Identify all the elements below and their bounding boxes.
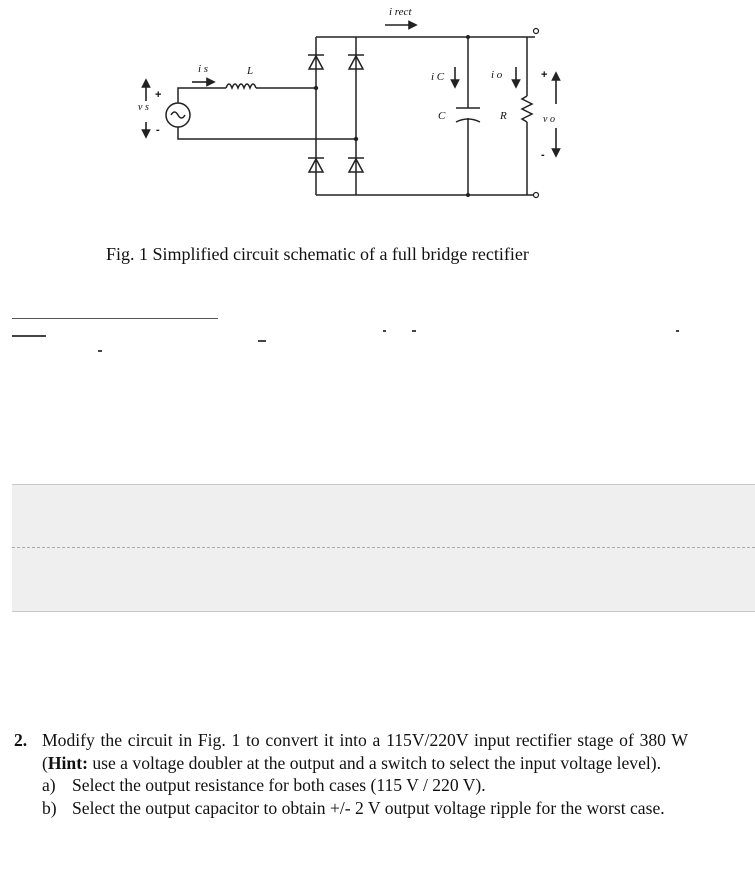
inductor-symbol xyxy=(226,84,256,88)
v-s-label: v s xyxy=(138,102,149,113)
item-a-label: a) xyxy=(42,775,56,796)
cropped-text-remnant xyxy=(0,330,755,356)
item-b-text: Select the output capacitor to obtain +/- 2 V output voltage ripple for the worst case. xyxy=(72,797,665,818)
i-s-label: i s xyxy=(198,63,209,75)
figure-caption: Fig. 1 Simplified circuit schematic of a full bridge rectifier xyxy=(106,244,529,264)
output-terminal-bottom xyxy=(534,193,539,198)
inductor-label: L xyxy=(247,65,254,77)
answer-area[interactable] xyxy=(12,484,755,612)
capacitor-label: C xyxy=(438,110,446,122)
item-a-text: Select the output resistance for both cases (115 V / 220 V). xyxy=(72,775,486,796)
question-2 xyxy=(14,729,688,819)
i-o-label: i o xyxy=(491,69,503,81)
i-rect-label: i rect xyxy=(389,6,412,18)
question-item-b xyxy=(14,797,688,820)
v-o-minus-sign: - xyxy=(541,149,545,161)
question-number: 2. xyxy=(14,730,28,750)
hint-label: Hint: xyxy=(47,752,88,773)
v-o-label: v o xyxy=(543,114,555,125)
question-2-text xyxy=(14,729,688,774)
v-s-minus-sign: - xyxy=(156,124,160,136)
question-item-a xyxy=(14,774,688,797)
v-o-plus-sign: + xyxy=(541,69,548,81)
item-b-label: b) xyxy=(42,797,57,818)
circuit-schematic xyxy=(0,0,755,240)
v-s-plus-sign: + xyxy=(155,89,162,101)
question-text-before-hint: Modify the circuit in Fig. 1 to convert it into a 115V/220V input rectifier stage of 380 W ( xyxy=(42,730,688,773)
output-terminal-top xyxy=(534,29,539,34)
resistor-label: R xyxy=(500,110,507,122)
separator-rule xyxy=(12,318,218,319)
resistor-symbol xyxy=(522,96,532,122)
answer-area-divider xyxy=(12,547,755,548)
question-text-after-hint: use a voltage doubler at the output and a switch to select the input voltage level). xyxy=(87,752,662,773)
i-c-label: i C xyxy=(431,71,445,83)
